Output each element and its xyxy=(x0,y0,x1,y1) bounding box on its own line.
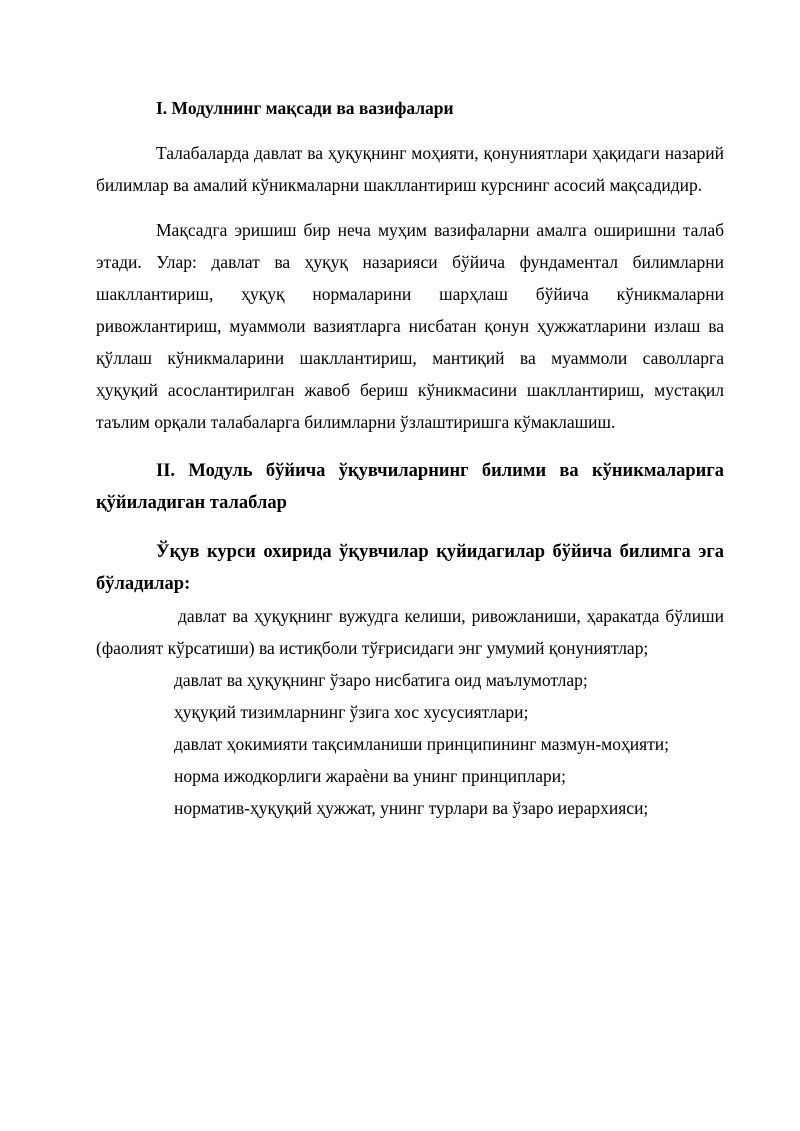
section-1-paragraph-goal: Талабаларда давлат ва ҳуқуқнинг моҳияти, қонуниятлари ҳақидаги назарий билимлар ва амалий кўникмаларни шакллантириш курснинг асосий мақсадидир. xyxy=(96,143,724,195)
section-2-title: II. Модуль бўйича ўқувчиларнинг билими ва кўникмаларига қўйиладиган талаблар xyxy=(96,461,724,513)
list-item: норматив-ҳуқуқий ҳужжат, унинг турлари ва ўзаро иерархияси; xyxy=(174,798,649,818)
section-1-paragraph-tasks: Мақсадга эришиш бир неча муҳим вазифаларни амалга оширишни талаб этади. Улар: давлат ва ҳуқуқ назарияси бўйича фундаментал билимларни шакллантириш, ҳуқуқ нормаларини шарҳлаш бўйича кўникмаларни ривожлантириш, муаммоли вазиятларга нисбатан қонун ҳужжатларини излаш ва қўллаш кўникмаларини шакллантириш, мантиқий ва муаммоли саволларга ҳуқуқий асослантирилган жавоб бериш кўникмасини шакллантириш, мустақил таълим орқали талабаларга билимларни ўзлаштиришга кўмаклашиш. xyxy=(96,220,724,432)
document-page xyxy=(96,92,724,824)
list-item: ҳуқуқий тизимларнинг ўзига хос хусусиятлари; xyxy=(174,702,529,722)
section-1-title: I. Модулнинг мақсади ва вазифалари xyxy=(156,98,454,118)
list-item: давлат ҳокимияти тақсимланиши принципининг мазмун-моҳияти; xyxy=(174,734,670,754)
list-item: норма ижодкорлиги жараѐни ва унинг принциплари; xyxy=(174,766,567,786)
section-2-subtitle: Ўқув курси охирида ўқувчилар қуйидагилар бўйича билимга эга бўладилар: xyxy=(96,542,724,594)
list-item: давлат ва ҳуқуқнинг ўзаро нисбатига оид маълумотлар; xyxy=(174,670,588,690)
list-item: давлат ва ҳуқуқнинг вужудга келиши, ривожланиши, ҳаракатда бўлиши (фаолият кўрсатиши) ва истиқболи тўғрисидаги энг умумий қонуниятлар; xyxy=(96,606,724,658)
